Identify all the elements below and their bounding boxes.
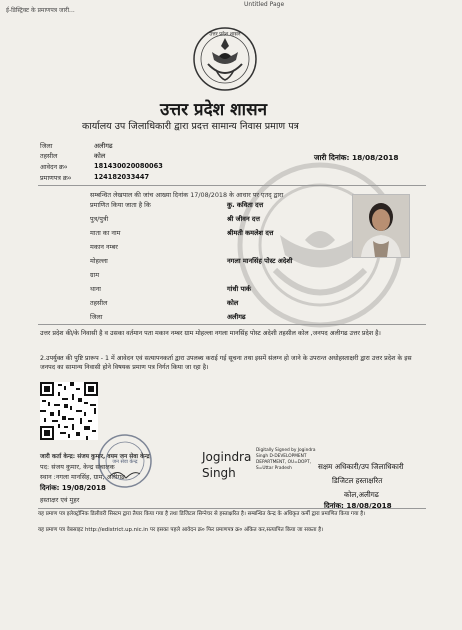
field-label-mohalla: मोहल्ला	[90, 257, 108, 265]
divider	[38, 508, 426, 509]
print-header-title: ई-डिस्ट्रिक्ट के प्रमाणपत्र जारी...	[6, 7, 75, 14]
field-value-father: श्री जीवन दत्त	[227, 215, 260, 223]
field-label-tehsil: तहसील	[90, 299, 108, 307]
tehsil-value: कोल	[94, 152, 106, 160]
seal-stamp-icon	[96, 432, 154, 490]
issuer-signature-label: हस्ताक्षर एवं मुहर	[40, 496, 80, 504]
up-emblem-icon	[192, 26, 258, 92]
certificate-label: प्रमाणपत्र क्र०	[40, 174, 72, 182]
field-value-name: कु. कविता दत्त	[227, 201, 264, 209]
digital-sig-detail-2: Singh D-DEVELOPMENT	[256, 454, 307, 459]
print-header-tab: Untitled Page	[244, 1, 285, 8]
digital-signer-last-name: Singh	[202, 466, 236, 480]
field-value-mohalla: नगला मानसिंह पोस्ट अदेशी	[227, 257, 293, 265]
footer-note-2: यह प्रमाण पत्र वेबसाइट http://edistrict.up.nic.in पर इसका पहले आवेदन क्र० फिर प्रमाणपत्र क्र० अंकित कर,सत्यापित किया जा सकता है।	[38, 527, 324, 533]
application-number: 181430020080063	[94, 162, 163, 170]
field-value-police-station: गांधी पार्क	[227, 285, 251, 293]
divider	[38, 324, 426, 325]
issue-date: जारी दिनांक: 18/08/2018	[314, 153, 399, 162]
issuer-date: दिनांक: 19/08/2018	[40, 484, 106, 492]
certificate-number: 124182033447	[94, 173, 150, 181]
authority-digital-signed: डिजिटल हस्ताक्षरित	[332, 476, 383, 485]
district-value: अलीगढ	[94, 142, 113, 150]
person-photo-icon	[353, 195, 409, 257]
field-label-house: मकान नम्बर	[90, 243, 118, 251]
field-label-police-station: थाना	[90, 285, 101, 293]
field-label-mother: माता का नाम	[90, 229, 121, 237]
emblem-text: उत्तर प्रदेश शासन	[209, 31, 241, 38]
authority-location: कोल,अलीगढ	[344, 490, 379, 499]
digital-sig-detail-3: DEPARTMENT, OU=DOPT,	[256, 460, 311, 465]
field-value-district: अलीगढ	[227, 313, 246, 321]
intro-text: सम्बन्धित लेखपाल की जांच आख्या दिनांक 17/08/2018 के आधार पर एतद् द्वारा	[90, 191, 284, 199]
tehsil-label: तहसील	[40, 152, 58, 160]
field-label-district: जिला	[90, 313, 103, 321]
issuer-designation: पद: संजय कुमार, केन्द्र संचालक	[40, 463, 115, 471]
footer-note-1: यह प्रमाण पत्र इलेक्ट्रॉनिक डिलीवरी सिस्टम द्वारा तैयार किया गया है तथा डिजिटल सिग्नेचर से हस्ताक्षरित है। सम्बन्धित केन्द्र के अधिकृत कर्मी द्वारा प्रमाणित किया गया है।	[38, 511, 366, 517]
applicant-photo	[352, 194, 410, 258]
authority-date: दिनांक: 18/08/2018	[324, 501, 392, 510]
district-label: जिला	[40, 142, 53, 150]
page-subtitle: कार्यालय उप जिलाधिकारी द्वारा प्रदत्त सामान्य निवास प्रमाण पत्र	[82, 121, 299, 132]
application-label: आवेदन क्र०	[40, 163, 68, 171]
issuer-location: स्थान :नगला मानसिंह, ग्राम, अलीगढ	[40, 473, 125, 481]
digital-sig-detail-1: Digitally Signed by Jogindra	[256, 448, 316, 453]
field-label-certified: प्रमाणित किया जाता है कि	[90, 201, 151, 209]
digital-sig-detail-4: S=Uttar Pradesh	[256, 466, 292, 471]
authority-title: सक्षम अधिकारी/उप जिलाधिकारी	[318, 462, 404, 471]
field-label-parent: पुत्र/पुत्री	[90, 215, 109, 223]
field-value-mother: श्रीमती कमलेश दत्त	[227, 229, 274, 237]
issuer-center: जारी कर्ता केन्द्र: संजय कुमार, वयम जन सेवा केन्द्र	[40, 454, 150, 460]
stamp-text: जन सेवा केन्द्र	[112, 459, 138, 465]
digital-signer-first-name: Jogindra	[202, 450, 252, 464]
residence-paragraph: उत्तर प्रदेश की/के निवासी है व उसका वर्तमान पता मकान नम्बर ग्राम मोहल्ला नगला मानसिंह पोस्ट अदेशी तहसील कोल ,जनपद अलीगढ उत्तर प्रदेश है।	[40, 330, 381, 337]
field-value-tehsil: कोल	[227, 299, 239, 307]
qr-code-icon[interactable]	[40, 382, 98, 440]
divider	[38, 185, 426, 186]
page-title: उत्तर प्रदेश शासन	[160, 100, 268, 120]
verification-paragraph: 2.उपर्युक्त की पुष्टि प्रारूप - 1 में आवेदन एवं सत्यापनकर्ता द्वारा उपलब्ध कराई गई सूचना तथा इसमें संलग्न हो जाने के उपरान्त अधोहस्ताक्षरी द्वारा उत्तर प्रदेश के इस जनपद का सामान्य निवासी होने विषयक प्रमाण पत्र निर्गत किया जा रहा है।	[40, 355, 412, 371]
field-label-village: ग्राम	[90, 271, 100, 279]
